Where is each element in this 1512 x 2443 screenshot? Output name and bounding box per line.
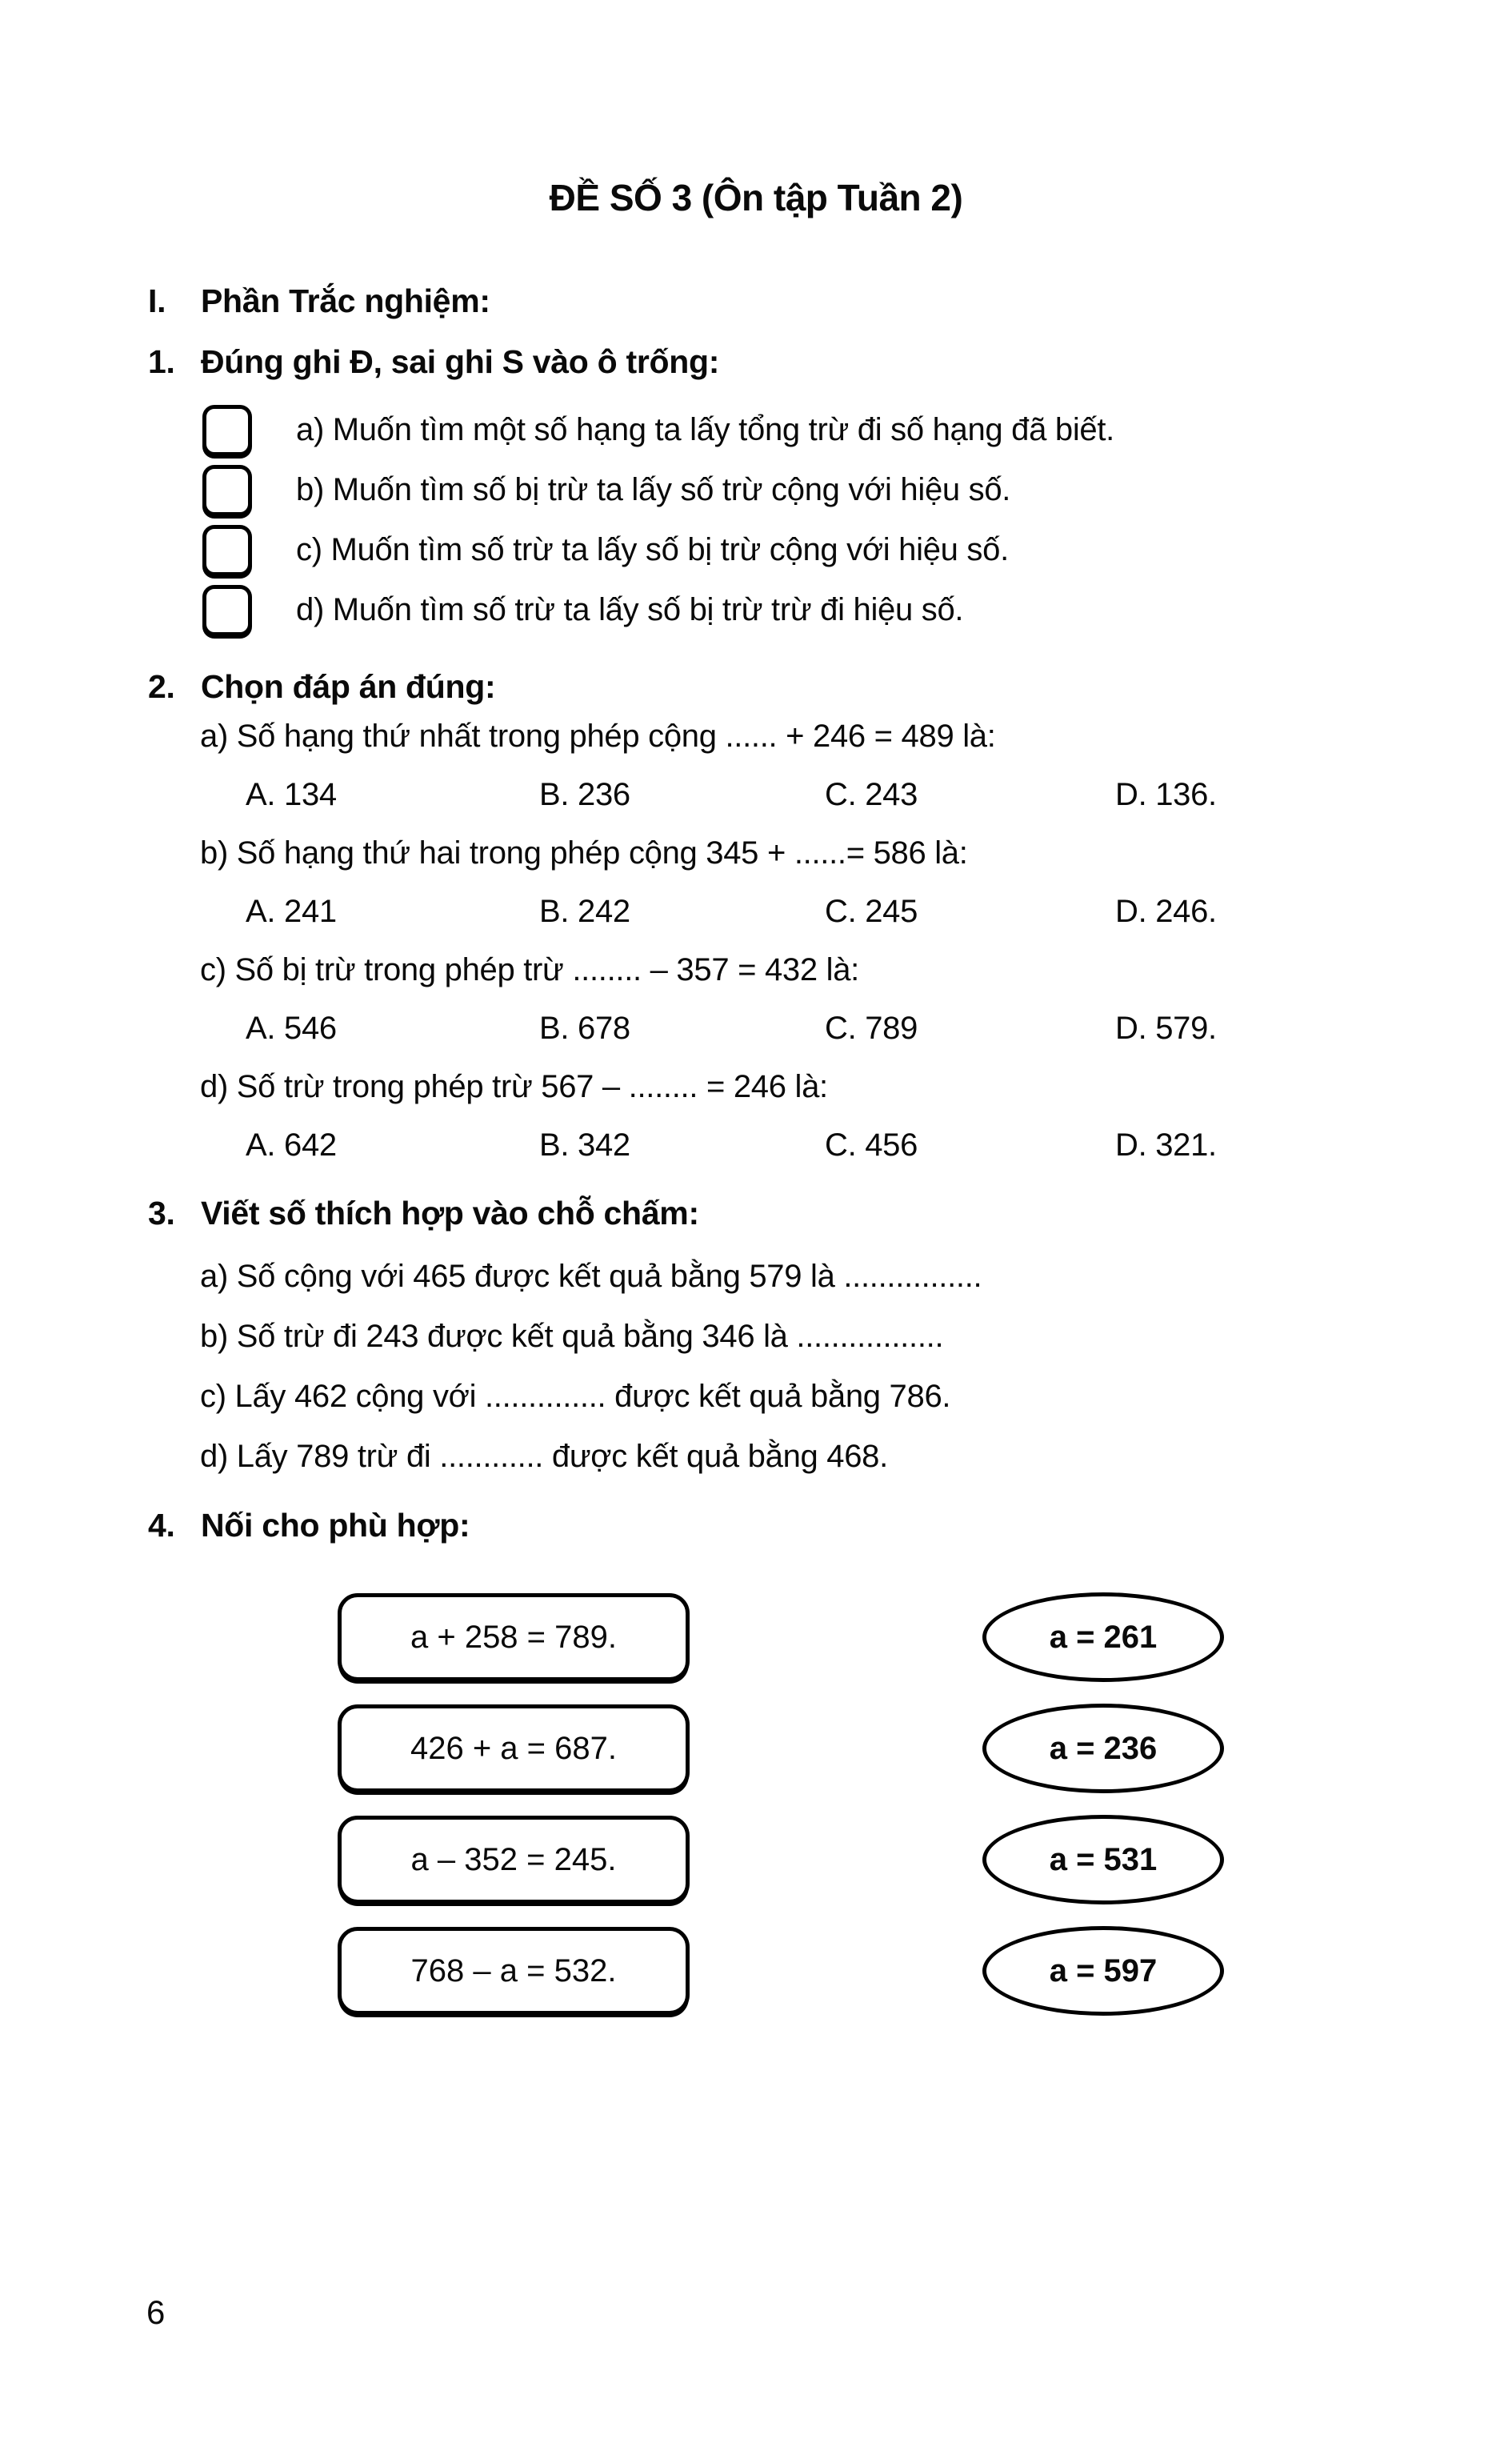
section-1-heading: [148, 280, 1512, 322]
question-1-title: Đúng ghi Đ, sai ghi S vào ô trống:: [201, 343, 720, 380]
option-d[interactable]: D. 136.: [1115, 777, 1217, 812]
fill-blank-line-a: a) Số cộng với 465 được kết quả bằng 579 là ................: [200, 1259, 982, 1294]
option-a[interactable]: A. 134: [246, 777, 337, 812]
question-2-number: 2.: [148, 668, 175, 705]
true-false-item-b: [202, 460, 1512, 520]
option-b[interactable]: B. 678: [539, 1011, 630, 1046]
question-2a-options: [246, 766, 1512, 824]
option-a[interactable]: A. 241: [246, 894, 337, 929]
answer-checkbox-c[interactable]: [202, 525, 252, 576]
question-3-heading: [148, 1192, 1512, 1234]
option-c[interactable]: C. 245: [825, 894, 918, 929]
page-title: ĐỀ SỐ 3 (Ôn tập Tuần 2): [549, 177, 963, 218]
match-right-ellipse-3[interactable]: a = 531: [982, 1815, 1224, 1904]
match-row-4: [338, 1926, 1512, 2016]
multiple-choice-list: [0, 707, 1512, 1175]
question-2d-stem: d) Số trừ trong phép trừ 567 – ........ = 246 là:: [200, 1069, 828, 1104]
option-c[interactable]: C. 243: [825, 777, 918, 812]
true-false-item-a: [202, 400, 1512, 460]
option-c[interactable]: C. 456: [825, 1127, 918, 1163]
true-false-list: [0, 400, 1512, 640]
question-2c-options: [246, 999, 1512, 1058]
answer-checkbox-a[interactable]: [202, 405, 252, 456]
matching-exercise: [0, 1592, 1512, 2016]
option-b[interactable]: B. 342: [539, 1127, 630, 1163]
question-1-heading: [148, 341, 1512, 382]
option-a[interactable]: A. 546: [246, 1011, 337, 1046]
question-2-heading: [148, 666, 1512, 707]
answer-checkbox-d[interactable]: [202, 585, 252, 636]
fill-blank-line-b: b) Số trừ đi 243 được kết quả bằng 346 là .................: [200, 1319, 944, 1354]
section-1-number: I.: [148, 282, 166, 319]
match-right-ellipse-4[interactable]: a = 597: [982, 1926, 1224, 2016]
question-1-number: 1.: [148, 343, 175, 380]
match-left-box-4[interactable]: 768 – a = 532.: [338, 1927, 690, 2015]
question-3-number: 3.: [148, 1195, 175, 1232]
question-2d-options: [246, 1116, 1512, 1175]
statement-text-a: a) Muốn tìm một số hạng ta lấy tổng trừ đi số hạng đã biết.: [296, 412, 1114, 447]
option-a[interactable]: A. 642: [246, 1127, 337, 1163]
option-d[interactable]: D. 579.: [1115, 1011, 1217, 1046]
option-c[interactable]: C. 789: [825, 1011, 918, 1046]
match-row-2: [338, 1704, 1512, 1793]
fill-blank-line-c: c) Lấy 462 cộng với .............. được kết quả bằng 786.: [200, 1379, 951, 1414]
match-row-3: [338, 1815, 1512, 1904]
page-number: 6: [146, 2293, 166, 2331]
fill-blank-list: [0, 1247, 1512, 1487]
match-left-box-2[interactable]: 426 + a = 687.: [338, 1704, 690, 1792]
question-2c-stem: c) Số bị trừ trong phép trừ ........ – 357 = 432 là:: [200, 952, 859, 987]
option-b[interactable]: B. 236: [539, 777, 630, 812]
option-b[interactable]: B. 242: [539, 894, 630, 929]
statement-text-b: b) Muốn tìm số bị trừ ta lấy số trừ cộng với hiệu số.: [296, 472, 1011, 507]
true-false-item-d: [202, 580, 1512, 640]
question-2b-options: [246, 883, 1512, 941]
option-d[interactable]: D. 246.: [1115, 894, 1217, 929]
match-left-box-3[interactable]: a – 352 = 245.: [338, 1816, 690, 1904]
match-row-1: [338, 1592, 1512, 1682]
match-right-ellipse-1[interactable]: a = 261: [982, 1592, 1224, 1682]
true-false-item-c: [202, 520, 1512, 580]
question-4-heading: [148, 1504, 1512, 1546]
match-left-box-1[interactable]: a + 258 = 789.: [338, 1593, 690, 1681]
question-4-number: 4.: [148, 1507, 175, 1544]
question-4-title: Nối cho phù hợp:: [201, 1507, 470, 1544]
question-2b-stem: b) Số hạng thứ hai trong phép cộng 345 + ......= 586 là:: [200, 835, 968, 871]
fill-blank-line-d: d) Lấy 789 trừ đi ............ được kết quả bằng 468.: [200, 1439, 888, 1474]
statement-text-c: c) Muốn tìm số trừ ta lấy số bị trừ cộng với hiệu số.: [296, 532, 1009, 567]
answer-checkbox-b[interactable]: [202, 465, 252, 516]
question-3-title: Viết số thích hợp vào chỗ chấm:: [201, 1195, 699, 1232]
statement-text-d: d) Muốn tìm số trừ ta lấy số bị trừ trừ đi hiệu số.: [296, 592, 964, 627]
question-2-title: Chọn đáp án đúng:: [201, 668, 496, 705]
section-1-title: Phần Trắc nghiệm:: [201, 282, 490, 319]
option-d[interactable]: D. 321.: [1115, 1127, 1217, 1163]
question-2a-stem: a) Số hạng thứ nhất trong phép cộng ...... + 246 = 489 là:: [200, 719, 996, 754]
match-right-ellipse-2[interactable]: a = 236: [982, 1704, 1224, 1793]
